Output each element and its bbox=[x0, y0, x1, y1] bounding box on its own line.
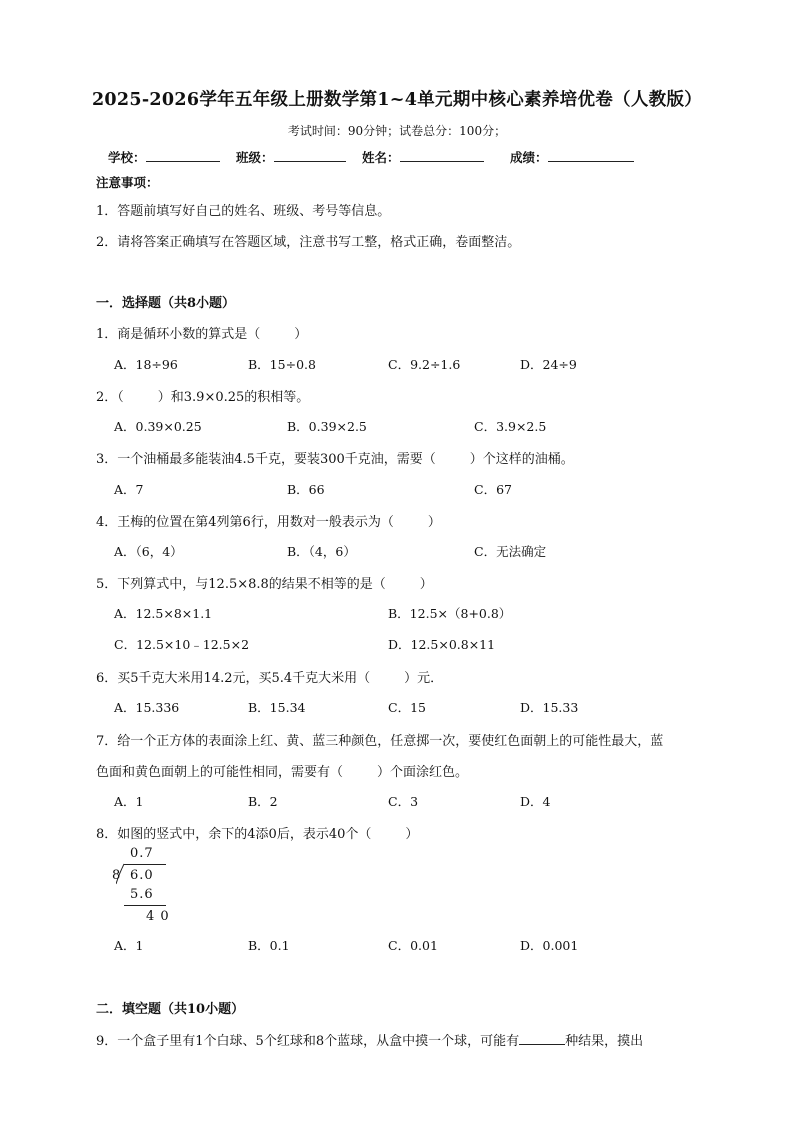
notice-item: 2．请将答案正确填写在答题区域，注意书写工整，格式正确，卷面整洁。 bbox=[96, 235, 521, 250]
question-stem: 色面和黄色面朝上的可能性相同，需要有（ bbox=[96, 765, 344, 780]
question-stem: 3．一个油桶最多能装油4.5千克，要装300千克油，需要（ bbox=[96, 452, 436, 467]
question-5 bbox=[96, 573, 433, 592]
option-c[interactable]: C．15 bbox=[388, 700, 426, 715]
question-stem-end: ） bbox=[405, 827, 419, 842]
division-remainder: 4 0 bbox=[146, 909, 170, 924]
question-stem-end: ） bbox=[294, 327, 308, 342]
question-2 bbox=[96, 386, 309, 405]
option-d[interactable]: D．12.5×0.8×11 bbox=[388, 637, 496, 652]
question-8 bbox=[96, 823, 418, 842]
division-dividend: 6.0 bbox=[130, 868, 154, 883]
exam-subtitle: 考试时间：90分钟；试卷总分：100分； bbox=[287, 124, 507, 138]
option-c[interactable]: C．3.9×2.5 bbox=[474, 419, 547, 434]
score-label: 成绩： bbox=[510, 150, 548, 165]
option-a[interactable]: A．1 bbox=[114, 794, 144, 809]
school-label: 学校： bbox=[108, 150, 146, 165]
option-a[interactable]: A．1 bbox=[114, 938, 144, 953]
question-stem: 4．王梅的位置在第4列第6行，用数对一般表示为（ bbox=[96, 515, 394, 530]
option-a[interactable]: A．0.39×0.25 bbox=[114, 419, 202, 434]
division-bracket-line bbox=[124, 864, 166, 865]
option-d[interactable]: D．0.001 bbox=[520, 938, 579, 953]
question-stem: 5．下列算式中，与12.5×8.8的结果不相等的是（ bbox=[96, 577, 386, 592]
name-blank[interactable] bbox=[400, 149, 484, 162]
option-d[interactable]: D．4 bbox=[520, 794, 551, 809]
option-b[interactable]: B．2 bbox=[248, 794, 278, 809]
option-b[interactable]: B．0.39×2.5 bbox=[287, 419, 367, 434]
question-7 bbox=[96, 730, 663, 749]
notice-item: 1．答题前填写好自己的姓名、班级、考号等信息。 bbox=[96, 204, 391, 219]
division-divisor: 8 bbox=[112, 868, 122, 883]
option-a[interactable]: A．15.336 bbox=[114, 700, 180, 715]
section-title-choice: 一．选择题（共8小题） bbox=[96, 296, 236, 311]
name-label: 姓名： bbox=[362, 150, 400, 165]
question-stem-end: 种结果，摸出 bbox=[565, 1034, 644, 1049]
option-d[interactable]: D．15.33 bbox=[520, 700, 579, 715]
option-c[interactable]: C．12.5×10﹣12.5×2 bbox=[114, 637, 250, 652]
question-stem: 1．商是循环小数的算式是（ bbox=[96, 327, 261, 342]
option-b[interactable]: B．（4，6） bbox=[287, 544, 356, 559]
long-division-figure bbox=[112, 846, 182, 928]
option-c[interactable]: C．无法确定 bbox=[474, 544, 547, 559]
division-subtract-line bbox=[124, 905, 166, 906]
class-field[interactable] bbox=[236, 148, 346, 166]
name-field[interactable] bbox=[362, 148, 484, 166]
question-3 bbox=[96, 448, 574, 467]
question-stem: 9．一个盒子里有1个白球、5个红球和8个蓝球，从盒中摸一个球，可能有 bbox=[96, 1034, 520, 1049]
division-product: 5.6 bbox=[130, 887, 154, 902]
score-blank[interactable] bbox=[548, 149, 634, 162]
question-stem: 7．给一个正方体的表面涂上红、黄、蓝三种颜色，任意掷一次，要使红色面朝上的可能性最大，蓝 bbox=[96, 734, 664, 749]
question-1 bbox=[96, 323, 307, 342]
option-a[interactable]: A．7 bbox=[114, 482, 144, 497]
school-field[interactable] bbox=[108, 148, 220, 166]
option-b[interactable]: B．66 bbox=[287, 482, 325, 497]
option-a[interactable]: A．12.5×8×1.1 bbox=[114, 606, 213, 621]
class-label: 班级： bbox=[236, 150, 274, 165]
question-stem-end: ）个这样的油桶。 bbox=[469, 452, 574, 467]
option-a[interactable]: A．（6，4） bbox=[114, 544, 183, 559]
option-c[interactable]: C．3 bbox=[388, 794, 419, 809]
option-c[interactable]: C．9.2÷1.6 bbox=[388, 357, 461, 372]
answer-blank[interactable] bbox=[519, 1032, 565, 1045]
question-stem-end: ） bbox=[427, 515, 441, 530]
option-c[interactable]: C．67 bbox=[474, 482, 512, 497]
section-title-fill: 二．填空题（共10小题） bbox=[96, 1002, 245, 1017]
notice-heading: 注意事项： bbox=[96, 175, 159, 190]
option-b[interactable]: B．15÷0.8 bbox=[248, 357, 316, 372]
division-quotient: 0.7 bbox=[130, 846, 154, 861]
question-stem: 2．（ bbox=[96, 390, 124, 405]
option-b[interactable]: B．0.1 bbox=[248, 938, 290, 953]
option-b[interactable]: B．12.5×（8+0.8） bbox=[388, 606, 512, 621]
option-b[interactable]: B．15.34 bbox=[248, 700, 306, 715]
question-stem-end: ） bbox=[419, 577, 433, 592]
question-stem-end: ）和3.9×0.25的积相等。 bbox=[157, 390, 310, 405]
question-9 bbox=[96, 1030, 643, 1049]
question-7-line2 bbox=[96, 761, 468, 780]
question-stem-end: ）个面涂红色。 bbox=[377, 765, 469, 780]
option-c[interactable]: C．0.01 bbox=[388, 938, 438, 953]
class-blank[interactable] bbox=[274, 149, 346, 162]
option-a[interactable]: A．18÷96 bbox=[114, 357, 178, 372]
question-stem-end: ）元． bbox=[404, 671, 444, 686]
question-4 bbox=[96, 511, 441, 530]
option-d[interactable]: D．24÷9 bbox=[520, 357, 577, 372]
question-6 bbox=[96, 667, 443, 686]
school-blank[interactable] bbox=[146, 149, 220, 162]
question-stem: 8．如图的竖式中，余下的4添0后，表示40个（ bbox=[96, 827, 372, 842]
score-field[interactable] bbox=[510, 148, 634, 166]
question-stem: 6．买5千克大米用14.2元，买5.4千克大米用（ bbox=[96, 671, 371, 686]
page-title: 2025-2026学年五年级上册数学第1~4单元期中核心素养培优卷（人教版） bbox=[91, 90, 703, 110]
